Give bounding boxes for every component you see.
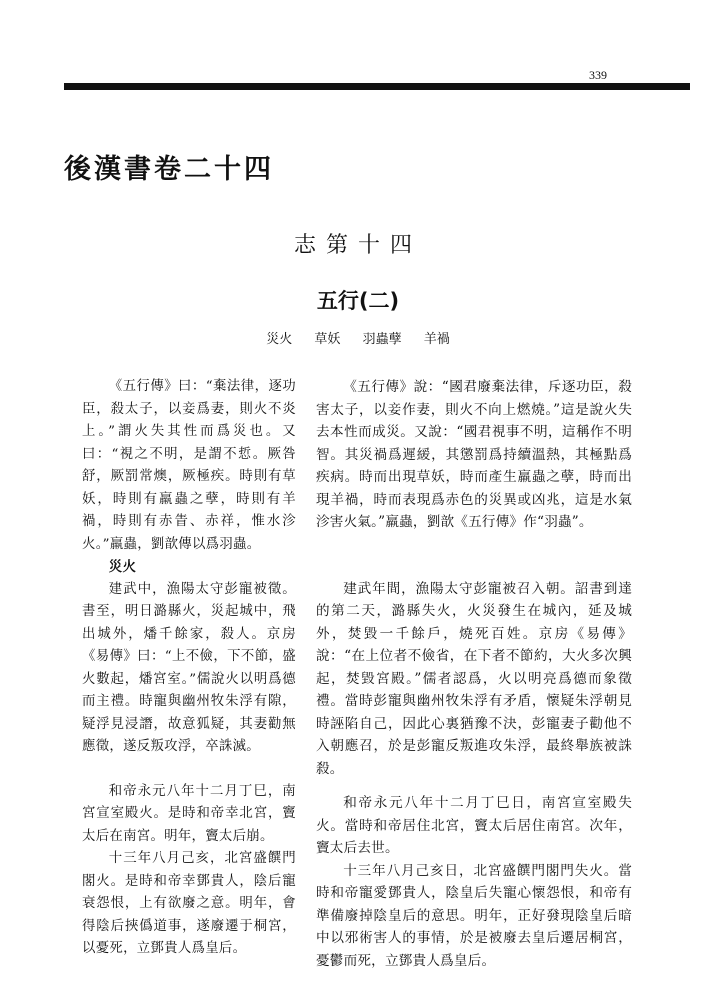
original-paragraph-2: 建武中，漁陽太守彭寵被徵。書至，明日潞縣火，災起城中，飛出城外，燔千餘家，殺人。京房《易傳》曰：“上不儉，下不節，盛火數起，燔宮室。”儒說火以明爲德而主禮。時寵與幽州牧朱浮有隙，疑浮見浸譖，故意狐疑，其妻勸無應徵，遂反叛攻浮，卒誅滅。 xyxy=(82,581,296,754)
page-number: 339 xyxy=(589,68,607,82)
topic-grass-prodigy: 草妖 xyxy=(314,332,341,347)
header-rule xyxy=(64,83,690,90)
paragraph-gap xyxy=(82,759,296,781)
section-title: 五行(二) xyxy=(316,289,400,313)
translation-paragraph-4: 十三年八月己亥日，北宮盛饌門閣門失火。當時和帝寵愛鄧貴人，陰皇后失寵心懷怨恨，和帝有準備廢掉陰皇后的意思。明年，正好發現陰皇后暗中以邪術害人的事情，於是被廢去皇后遷居桐宮，憂鬱而死，立鄧貴人爲皇后。 xyxy=(316,862,632,969)
topic-feathered-insect: 羽蟲孽 xyxy=(362,332,402,347)
section-topics xyxy=(0,328,716,347)
original-paragraph-1: 《五行傳》曰：“棄法律，逐功臣，殺太子，以妾爲妻，則火不炎上。”謂火失其性而爲災也。又曰：“視之不明，是謂不悊。厥咎舒，厥罰常燠，厥極疾。時則有草妖，時則有羸蟲之孽，時則有羊禍，時則有赤眚、赤祥，惟水沴火。”羸蟲，劉歆傳以爲羽蟲。 xyxy=(82,379,296,552)
translation-paragraph-3: 和帝永元八年十二月丁巳日，南宮宣室殿失火。當時和帝居住北宮，竇太后居住南宮。次年，竇太后去世。 xyxy=(316,795,632,856)
original-paragraph-3: 和帝永元八年十二月丁巳，南宮宣室殿火。是時和帝幸北宮，竇太后在南宮。明年，竇太后崩。 xyxy=(82,783,296,844)
topic-fire-disaster: 災火 xyxy=(266,332,293,347)
original-text-column xyxy=(82,376,296,961)
translation-paragraph-2: 建武年間，漁陽太守彭寵被召入朝。詔書到達的第二天，潞縣失火，火災發生在城內，延及城外，焚毀一千餘戶，燒死百姓。京房《易傳》說：“在上位者不儉省，在下者不節約，大火多次興起，焚毀宮殿。”儒者認爲，火以明亮爲德而象徵禮。當時彭寵與幽州牧朱浮有矛盾，懷疑朱浮朝見時誣陷自己，因此心裏猶豫不決，彭寵妻子勸他不入朝應召，於是彭寵反叛進攻朱浮，最終舉族被誅殺。 xyxy=(316,580,632,777)
translation-text-column xyxy=(316,376,632,972)
paragraph-gap xyxy=(316,534,632,578)
translation-paragraph-1: 《五行傳》說：“國君廢棄法律，斥逐功臣，殺害太子，以妾作妻，則火不向上燃燒。”這是說火失去本性而成災。又說：“國君視事不明，這稱作不明智。其災禍爲遲緩，其懲罰爲持續溫熱，其極點爲疾病。時而出現草妖，時而產生羸蟲之孽，時而出現羊禍，時而表現爲赤色的災異或凶兆，這是水氣沴害火氣。”羸蟲，劉歆《五行傳》作“羽蟲”。 xyxy=(316,379,632,530)
original-subheading: 災火 xyxy=(108,559,137,575)
paragraph-gap xyxy=(316,780,632,792)
topic-sheep-calamity: 羊禍 xyxy=(423,332,450,347)
treatise-title: 志第十四 xyxy=(293,233,422,258)
original-paragraph-4: 十三年八月己亥，北宮盛饌門閣火。是時和帝幸鄧貴人，陰后寵衰怨恨，上有欲廢之意。明年，會得陰后挾僞道事，遂廢遷于桐宮，以憂死，立鄧貴人爲皇后。 xyxy=(82,851,296,956)
book-title: 後漢書卷二十四 xyxy=(64,154,274,185)
